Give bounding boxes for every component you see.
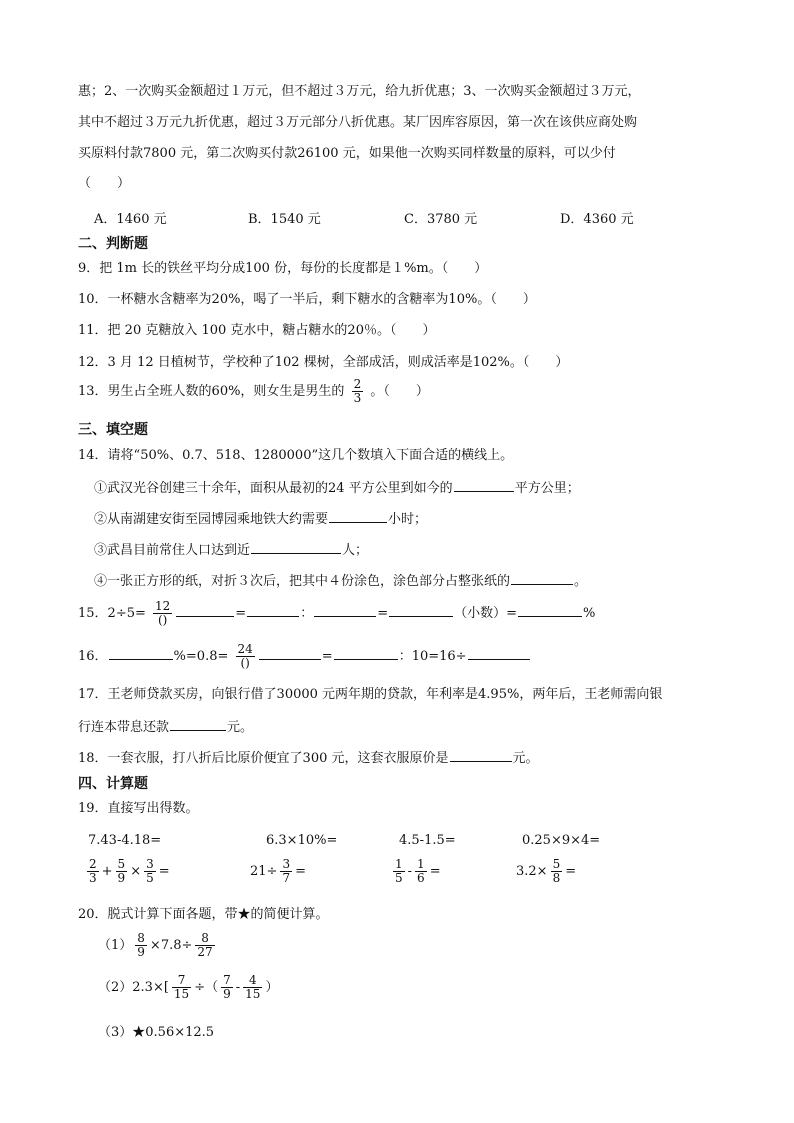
q19-expr-3: 4.5-1.5= bbox=[399, 833, 456, 848]
fraction-numerator: 3 bbox=[146, 857, 154, 871]
q15-text bbox=[78, 600, 595, 627]
operator: ÷（ bbox=[194, 980, 219, 995]
q14-item-3-text: ③武昌目前常住人口达到近 bbox=[94, 543, 251, 558]
answer-blank[interactable] bbox=[247, 604, 299, 617]
fraction bbox=[153, 600, 172, 627]
q15-colon: ： bbox=[300, 606, 314, 621]
fraction-numerator: 3 bbox=[282, 857, 291, 871]
fraction-denominator: 27 bbox=[197, 945, 213, 959]
operator: + bbox=[101, 864, 113, 879]
q14-item-2-unit: 小时； bbox=[388, 512, 428, 527]
fraction-denominator: 7 bbox=[282, 871, 291, 885]
q18-stem: 18．一套衣服，打八折后比原价便宜了300 元，这套衣服原价是 bbox=[78, 751, 449, 766]
fraction bbox=[236, 643, 255, 670]
q14-item-4-unit: 。 bbox=[574, 574, 588, 589]
q20-part-2 bbox=[98, 974, 278, 1001]
expr-prefix: 21÷ bbox=[250, 864, 278, 879]
equals-sign: = bbox=[429, 864, 441, 879]
fraction bbox=[280, 858, 292, 885]
q13-stem: 13．男生占全班人数的60%，则女生是男生的 bbox=[78, 384, 345, 399]
expr-middle: ×7.8÷ bbox=[149, 938, 193, 953]
section-heading-fill: 三、填空题 bbox=[78, 422, 148, 438]
q16-number: 16． bbox=[78, 649, 108, 664]
answer-blank[interactable] bbox=[334, 647, 398, 660]
fraction bbox=[415, 858, 427, 885]
q14-item-1-unit: 平方公里； bbox=[514, 481, 580, 496]
fraction bbox=[352, 378, 364, 405]
fraction-numerator: 4 bbox=[243, 974, 262, 988]
fraction bbox=[551, 858, 563, 885]
fraction-denominator: 3 bbox=[353, 391, 362, 405]
fraction-numerator: 12 bbox=[155, 599, 171, 613]
q14-item-3 bbox=[94, 541, 368, 559]
operator: × bbox=[130, 864, 142, 879]
q8-text-line2: 其中不超过３万元九折优惠，超过３万元部分八折优惠。某厂因库容原因，第一次在该供应商处购 bbox=[78, 115, 638, 130]
fraction-denominator: 5 bbox=[146, 871, 154, 885]
q8-option-b: B．1540 元 bbox=[248, 212, 321, 227]
part-label: （2）2.3×[ bbox=[98, 980, 169, 995]
q14-item-4 bbox=[94, 572, 587, 590]
q14-item-3-unit: 人； bbox=[342, 543, 369, 558]
q15-equals-1: = bbox=[235, 606, 247, 621]
q14-item-4-text: ④一张正方形的纸，对折３次后，把其中４份涂色，涂色部分占整张纸的 bbox=[94, 574, 511, 589]
q17-text-line2 bbox=[78, 718, 253, 736]
q14-item-1-text: ①武汉光谷创建三十余年，面积从最初的24 平方公里到如今的 bbox=[94, 481, 453, 496]
q11-text: 11．把 20 克糖放入 100 克水中，糖占糖水的20％。（ ） bbox=[78, 323, 436, 338]
fraction bbox=[393, 858, 405, 885]
q8-text-line1: 惠；2、一次购买金额超过１万元，但不超过３万元，给九折优惠；3、一次购买金额超过３万元， bbox=[78, 84, 641, 99]
fraction bbox=[116, 858, 128, 885]
fraction-denominator: 5 bbox=[395, 871, 403, 885]
fraction-denominator: 15 bbox=[245, 987, 261, 1001]
fraction bbox=[172, 974, 191, 1001]
answer-blank[interactable] bbox=[259, 647, 321, 660]
fraction-denominator: 9 bbox=[117, 871, 126, 885]
answer-blank[interactable] bbox=[518, 604, 582, 617]
q8-option-c: C．3780 元 bbox=[404, 212, 478, 227]
equals-sign: = bbox=[565, 864, 577, 879]
section-heading-calc: 四、计算题 bbox=[78, 776, 148, 792]
fraction-numerator: 1 bbox=[417, 857, 425, 871]
fraction-numerator: 5 bbox=[552, 857, 561, 871]
answer-blank[interactable] bbox=[389, 604, 453, 617]
q16-ratio: ：10=16÷ bbox=[398, 649, 467, 664]
q14-item-2 bbox=[94, 510, 427, 528]
q9-text: 9．把 1m 长的铁丝平均分成100 份，每份的长度都是１%m。（ ） bbox=[78, 261, 488, 276]
fraction bbox=[195, 932, 214, 959]
q13-text bbox=[78, 378, 429, 405]
q10-text: 10．一杯糖水含糖率为20%，喝了一半后，剩下糖水的含糖率为10%。（ ） bbox=[78, 292, 536, 307]
q16-text bbox=[78, 643, 531, 670]
equals-sign: = bbox=[295, 864, 306, 879]
fraction-denominator: () bbox=[157, 613, 168, 627]
q14-item-2-text: ②从南湖建安街至园博园乘地铁大约需要 bbox=[94, 512, 329, 527]
q19-expr-5 bbox=[84, 858, 170, 885]
q14-stem: 14．请将“50%、0.7、518、1280000”这几个数填入下面合适的横线上。 bbox=[78, 448, 514, 463]
expr-prefix: 3.2× bbox=[516, 864, 548, 879]
q19-expr-1: 7.43-4.18= bbox=[88, 833, 162, 848]
q16-equality: %=0.8= bbox=[173, 649, 229, 664]
q15-stem: 15．2÷5= bbox=[78, 606, 146, 621]
operator: - bbox=[407, 864, 413, 879]
q15-percent: % bbox=[583, 606, 596, 621]
q19-expr-8 bbox=[516, 858, 576, 885]
fraction-numerator: 24 bbox=[237, 642, 253, 656]
fraction bbox=[221, 974, 233, 1001]
fraction-numerator: 8 bbox=[137, 931, 145, 945]
q8-answer-paren: （ ） bbox=[78, 176, 131, 191]
fraction-denominator: 3 bbox=[89, 871, 97, 885]
q17-text-tail: 行连本带息还款 bbox=[78, 720, 170, 735]
answer-blank[interactable] bbox=[329, 510, 387, 523]
fraction bbox=[135, 932, 147, 959]
q20-part-3: （3）★0.56×12.5 bbox=[98, 1025, 215, 1040]
q8-text-line3: 买原料付款7800 元，第二次购买付款26100 元，如果他一次购买同样数量的原料，可以少付 bbox=[78, 146, 616, 161]
answer-blank[interactable] bbox=[468, 647, 530, 660]
fraction bbox=[144, 858, 156, 885]
q19-stem: 19．直接写出得数。 bbox=[78, 801, 199, 816]
fraction-numerator: 1 bbox=[395, 857, 403, 871]
q19-expr-4: 0.25×9×4= bbox=[522, 833, 601, 848]
q20-stem: 20．脱式计算下面各题，带★的简便计算。 bbox=[78, 907, 329, 922]
answer-blank[interactable] bbox=[450, 749, 512, 762]
fraction-denominator: 9 bbox=[137, 945, 145, 959]
fraction-numerator: 2 bbox=[353, 377, 362, 391]
answer-blank[interactable] bbox=[176, 604, 234, 617]
fraction-numerator: 2 bbox=[89, 857, 97, 871]
fraction-denominator: 8 bbox=[552, 871, 561, 885]
close-paren: ） bbox=[265, 980, 279, 995]
q17-text-line1: 17．王老师贷款买房，向银行借了30000 元两年期的贷款，年利率是4.95%，两年后，王老师需向银 bbox=[78, 687, 663, 702]
q19-expr-7 bbox=[390, 858, 441, 885]
q17-unit: 元。 bbox=[227, 720, 254, 735]
q19-expr-6 bbox=[250, 858, 306, 885]
equals-sign: = bbox=[158, 864, 170, 879]
fraction-numerator: 7 bbox=[172, 974, 191, 988]
fraction bbox=[243, 974, 262, 1001]
q15-decimal-label: （小数）= bbox=[454, 606, 518, 621]
answer-blank[interactable] bbox=[170, 718, 226, 731]
q12-text: 12．3 月 12 日植树节，学校种了102 棵树，全部成活，则成活率是102%。（ ） bbox=[78, 355, 569, 370]
answer-blank[interactable] bbox=[454, 479, 514, 492]
q19-expr-2: 6.3×10%= bbox=[266, 833, 338, 848]
operator: - bbox=[235, 980, 241, 995]
fraction-denominator: 9 bbox=[223, 987, 231, 1001]
part-label: （1） bbox=[98, 938, 133, 953]
q8-option-a: A．1460 元 bbox=[94, 212, 167, 227]
fraction-denominator: () bbox=[240, 656, 250, 670]
answer-blank[interactable] bbox=[511, 572, 573, 585]
fraction-numerator: 8 bbox=[195, 932, 214, 946]
answer-blank[interactable] bbox=[109, 647, 173, 660]
fraction-denominator: 15 bbox=[173, 987, 190, 1001]
q20-part-1 bbox=[98, 932, 218, 959]
q14-item-1 bbox=[94, 479, 580, 497]
q16-equals: = bbox=[321, 649, 333, 664]
fraction-numerator: 7 bbox=[223, 973, 231, 987]
answer-blank[interactable] bbox=[314, 604, 376, 617]
q13-tail: 。（ ） bbox=[370, 384, 429, 399]
fraction bbox=[87, 858, 99, 885]
answer-blank[interactable] bbox=[251, 541, 341, 554]
section-heading-judgment: 二、判断题 bbox=[78, 236, 148, 252]
q15-equals-2: = bbox=[377, 606, 389, 621]
q18-text bbox=[78, 749, 539, 767]
fraction-numerator: 5 bbox=[117, 857, 126, 871]
fraction-denominator: 6 bbox=[417, 871, 425, 885]
q18-unit: 元。 bbox=[512, 751, 539, 766]
q8-option-d: D．4360 元 bbox=[560, 212, 634, 227]
